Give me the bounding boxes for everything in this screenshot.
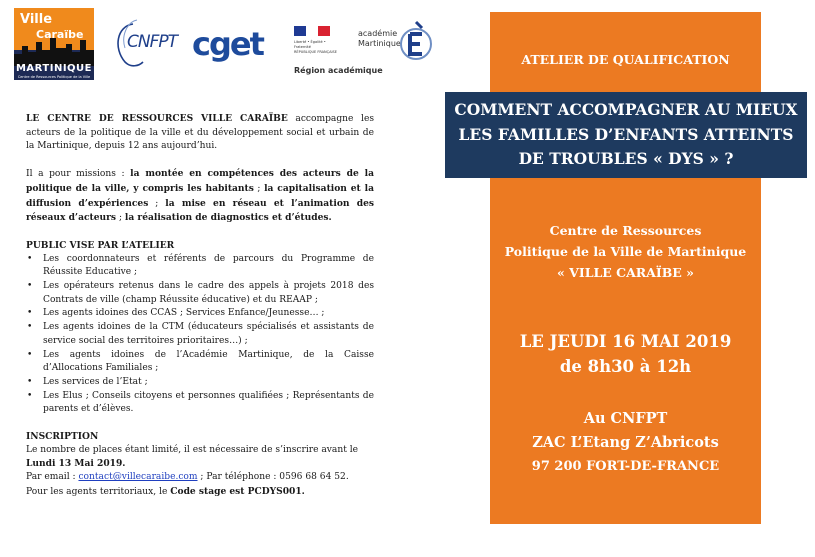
email-link[interactable]: contact@villecaraibe.com bbox=[78, 472, 198, 483]
list-item: • Les opérateurs retenus dans le cadre des appels à projets 2018 des Contrats de ville (champ Réussite éducative) et du REAAP ; bbox=[26, 280, 374, 307]
poster-panel bbox=[490, 12, 761, 524]
date-block: LE JEUDI 16 MAI 2019 de 8h30 à 12h bbox=[519, 332, 732, 376]
left-column bbox=[26, 112, 374, 500]
cget-logo: cget bbox=[192, 25, 263, 63]
ville-caraibe-logo: Ville Caraïbe MARTINIQUE Centre de Ressources Politique de la Ville bbox=[14, 8, 94, 80]
inscription-heading: INSCRIPTION bbox=[26, 431, 99, 443]
atelier-label: ATELIER DE QUALIFICATION bbox=[521, 52, 730, 67]
list-item: • Les agents idoines des CCAS ; Services Enfance/Jeunesse… ; bbox=[26, 307, 374, 321]
french-flag-icon bbox=[294, 26, 330, 36]
intro-paragraph: LE CENTRE DE RESSOURCES VILLE CARAÏBE accompagne les acteurs de la politique de la ville et du développement social et urbain de la Martinique, depuis 12 ans aujourd’hui. bbox=[26, 113, 375, 152]
list-item: • Les Elus ; Conseils citoyens et personnes qualifiées ; Représentants de parents et d’élèves. bbox=[26, 390, 374, 417]
academie-martinique-logo: académie Martinique bbox=[358, 16, 438, 76]
cnfpt-logo: CNFPT bbox=[107, 18, 177, 68]
republique-logo: Liberté • Égalité • Fraternité RÉPUBLIQUE FRANÇAISE Région académique bbox=[294, 26, 338, 76]
academie-e-icon bbox=[398, 20, 432, 64]
public-heading: PUBLIC VISE PAR L’ATELIER bbox=[26, 239, 175, 251]
inscription-text: Le nombre de places étant limité, il est nécessaire de s’inscrire avant le Lundi 13 Mai 2019. Par email : contact@villecaraibe.com ; Par téléphone : 0596 68 64 52. Pour les agents territoriaux, le Code stage est PCDYS001. bbox=[26, 444, 359, 497]
venue-block: Au CNFPT ZAC L’Etang Z’Abricots 97 200 FORT-DE-FRANCE bbox=[531, 410, 720, 474]
public-list bbox=[26, 253, 374, 417]
list-item: • Les services de l’Etat ; bbox=[26, 376, 374, 390]
logo-bar bbox=[14, 8, 434, 84]
title-banner: COMMENT ACCOMPAGNER AU MIEUX LES FAMILLES D’ENFANTS ATTEINTS DE TROUBLES « DYS » ? bbox=[445, 92, 807, 178]
list-item: • Les coordonnateurs et référents de parcours du Programme de Réussite Educative ; bbox=[26, 253, 374, 280]
list-item: • Les agents idoines de la CTM (éducateurs spécialisés et assistants de service social des territoires prioritaires…) ; bbox=[26, 321, 374, 348]
missions-paragraph: Il a pour missions : la montée en compétences des acteurs de la politique de la ville, y compris les habitants ; la capitalisation et la diffusion d’expériences ; la mise en réseau et l’animation des réseaux d’acteurs ; la réalisation de diagnostics et d’études. bbox=[26, 168, 374, 224]
list-item: • Les agents idoines de l’Académie Martinique, de la Caisse d’Allocations Familiales ; bbox=[26, 349, 374, 376]
organizer-block: Centre de Ressources Politique de la Ville de Martinique « VILLE CARAÏBE » bbox=[504, 223, 747, 280]
